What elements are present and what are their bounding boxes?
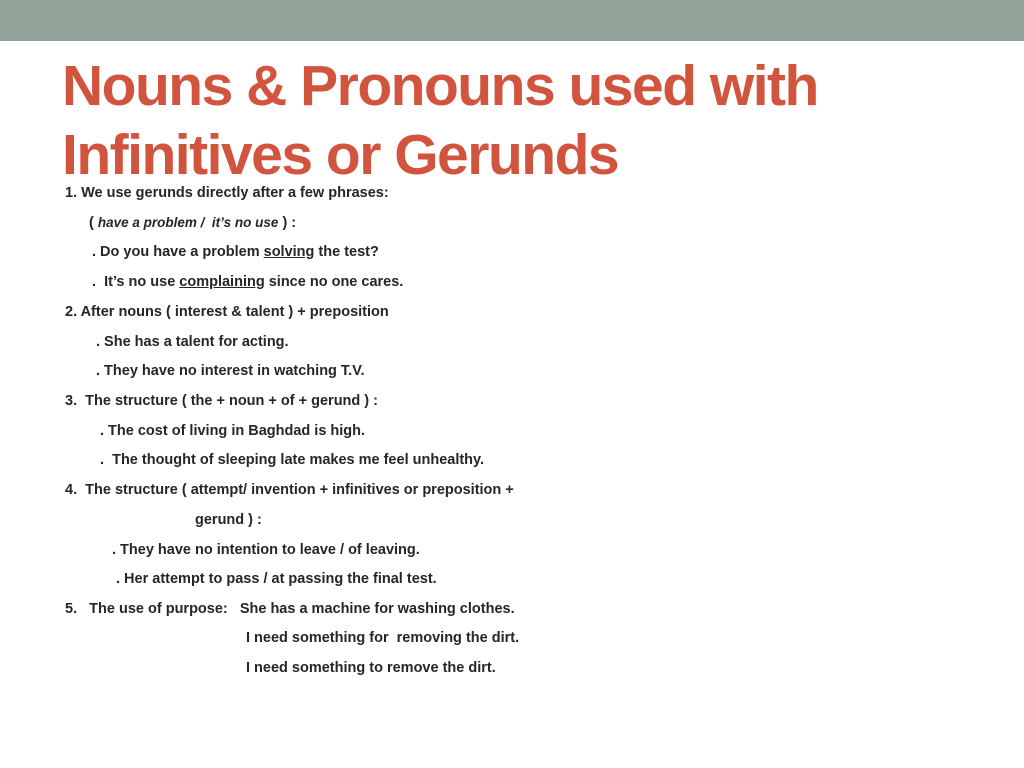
- phrase-close: ) :: [278, 215, 297, 231]
- example-underlined-word: complaining: [179, 274, 265, 290]
- item-1-example-2: [92, 273, 403, 291]
- example-underlined-word: solving: [263, 244, 315, 260]
- item-1-heading: 1. We use gerunds directly after a few phrases:: [65, 185, 389, 201]
- item-4-example-1: . They have no intention to leave / of leaving.: [112, 542, 420, 558]
- item-5-example-2: I need something to remove the dirt.: [246, 660, 496, 676]
- phrase-open: (: [89, 215, 98, 231]
- item-2-example-2: . They have no interest in watching T.V.: [96, 363, 365, 379]
- example-pre: . It’s no use: [92, 274, 180, 290]
- item-1-example-1: [92, 243, 379, 261]
- item-5-heading: 5. The use of purpose: She has a machine for washing clothes.: [65, 601, 515, 617]
- item-2-example-1: . She has a talent for acting.: [96, 334, 289, 350]
- item-4-example-2: . Her attempt to pass / at passing the final test.: [116, 571, 437, 587]
- item-4-heading-continued: gerund ) :: [195, 512, 262, 528]
- item-1-phrases: [89, 214, 296, 232]
- item-5-example-1: I need something for removing the dirt.: [246, 630, 520, 646]
- item-3-example-2: . The thought of sleeping late makes me feel unhealthy.: [100, 452, 485, 468]
- item-2-heading: 2. After nouns ( interest & talent ) + preposition: [65, 304, 389, 320]
- item-4-heading: 4. The structure ( attempt/ invention + infinitives or preposition +: [65, 482, 514, 498]
- title-line-1: Nouns & Pronouns used with: [62, 54, 818, 118]
- example-pre: . Do you have a problem: [92, 244, 264, 260]
- example-post: since no one cares.: [264, 274, 404, 290]
- phrase-italic: have a problem / it’s no use: [97, 215, 279, 230]
- item-3-example-1: . The cost of living in Baghdad is high.: [100, 423, 366, 439]
- item-3-heading: 3. The structure ( the + noun + of + gerund ) :: [65, 393, 378, 409]
- example-post: the test?: [314, 244, 379, 260]
- title-line-2: Infinitives or Gerunds: [62, 123, 619, 187]
